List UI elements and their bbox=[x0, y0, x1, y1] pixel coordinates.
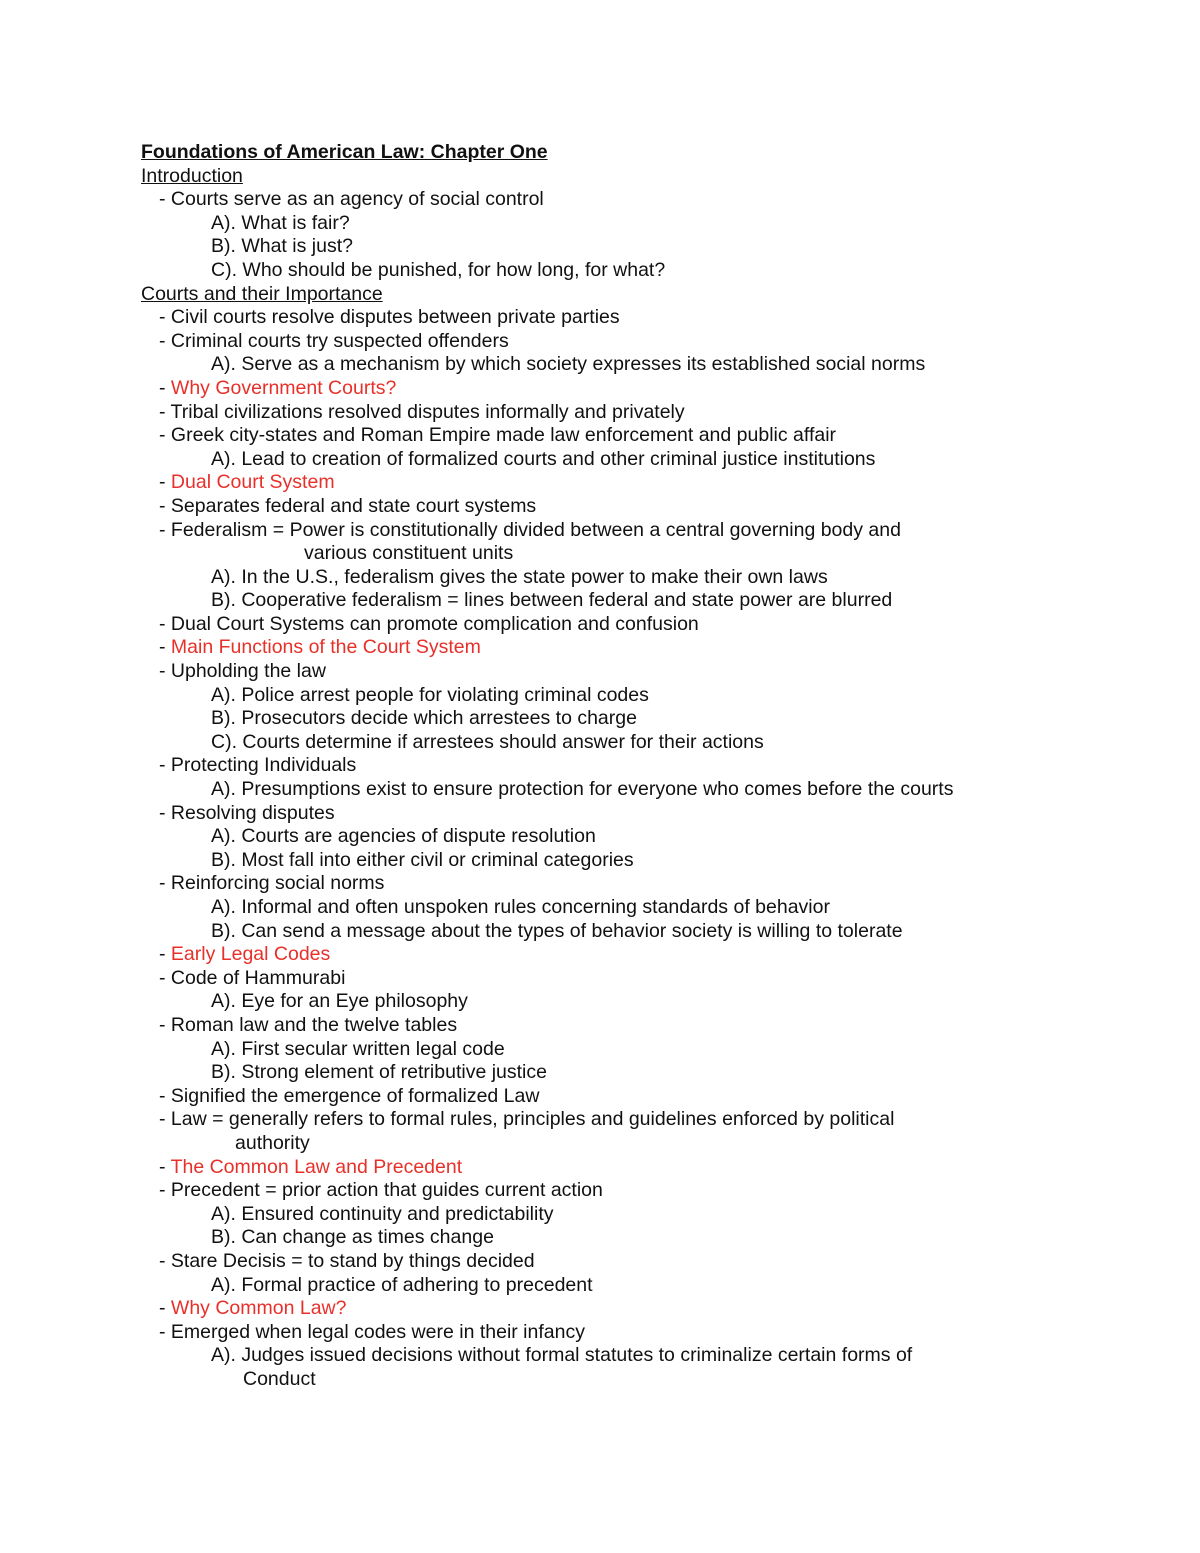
bullet-item: - Protecting Individuals bbox=[159, 754, 357, 777]
sub-item: A). Presumptions exist to ensure protection for everyone who comes before the courts bbox=[211, 778, 954, 801]
sub-item: A). What is fair? bbox=[211, 211, 350, 234]
sub-item: A). First secular written legal code bbox=[211, 1037, 505, 1060]
sub-item: A). Police arrest people for violating criminal codes bbox=[211, 683, 649, 706]
bullet-item: - Greek city-states and Roman Empire made law enforcement and public affair bbox=[159, 424, 837, 447]
bullet-item: - Code of Hammurabi bbox=[159, 966, 346, 989]
sub-item: B). Can send a message about the types of behavior society is willing to tolerate bbox=[211, 919, 903, 942]
sub-item: B). What is just? bbox=[211, 235, 353, 258]
bullet-item: - Tribal civilizations resolved disputes informally and privately bbox=[159, 400, 685, 423]
document-body bbox=[141, 165, 1101, 1392]
bullet-item: - Civil courts resolve disputes between private parties bbox=[159, 306, 620, 329]
bullet-item: - Separates federal and state court systems bbox=[159, 494, 537, 517]
bullet-dash: - bbox=[159, 376, 171, 399]
bullet-item: - Stare Decisis = to stand by things decided bbox=[159, 1249, 535, 1272]
topic-heading-text: Why Government Courts? bbox=[170, 376, 397, 399]
sub-item: C). Courts determine if arrestees should answer for their actions bbox=[211, 730, 764, 753]
bullet-dash: - bbox=[159, 636, 171, 659]
topic-heading-text: Early Legal Codes bbox=[170, 943, 331, 966]
section-heading: Introduction bbox=[141, 164, 243, 187]
bullet-item: - Precedent = prior action that guides current action bbox=[159, 1179, 603, 1202]
sub-item: A). Eye for an Eye philosophy bbox=[211, 990, 468, 1013]
topic-heading-text: Dual Court System bbox=[170, 471, 335, 494]
topic-heading bbox=[141, 1156, 1101, 1180]
sub-item-continuation: Conduct bbox=[243, 1367, 316, 1390]
bullet-item: - Criminal courts try suspected offenders bbox=[159, 329, 509, 352]
topic-heading bbox=[141, 377, 1101, 401]
bullet-item: - Reinforcing social norms bbox=[159, 872, 385, 895]
sub-item: B). Cooperative federalism = lines between federal and state power are blurred bbox=[211, 589, 893, 612]
bullet-item: - Courts serve as an agency of social control bbox=[159, 188, 544, 211]
sub-item: A). Serve as a mechanism by which society expresses its established social norms bbox=[211, 353, 926, 376]
sub-item: C). Who should be punished, for how long, for what? bbox=[211, 258, 666, 281]
topic-heading bbox=[141, 943, 1101, 967]
bullet-item: - Signified the emergence of formalized Law bbox=[159, 1084, 540, 1107]
topic-heading-text: Main Functions of the Court System bbox=[170, 636, 481, 659]
sub-item: B). Prosecutors decide which arrestees to charge bbox=[211, 707, 637, 730]
bullet-continuation: authority bbox=[235, 1131, 310, 1154]
bullet-item: - Dual Court Systems can promote complication and confusion bbox=[159, 612, 699, 635]
sub-item: A). Courts are agencies of dispute resolution bbox=[211, 825, 596, 848]
sub-item: A). In the U.S., federalism gives the state power to make their own laws bbox=[211, 565, 828, 588]
document-page bbox=[141, 141, 1101, 1391]
bullet-item: - Emerged when legal codes were in their infancy bbox=[159, 1320, 585, 1343]
document-title: Foundations of American Law: Chapter One bbox=[141, 141, 548, 163]
section-heading: Courts and their Importance bbox=[141, 282, 383, 305]
bullet-item: - Law = generally refers to formal rules, principles and guidelines enforced by political bbox=[159, 1108, 895, 1131]
topic-heading-text: Why Common Law? bbox=[170, 1297, 347, 1320]
bullet-item: - Upholding the law bbox=[159, 660, 326, 683]
sub-item: A). Judges issued decisions without formal statutes to criminalize certain forms of bbox=[211, 1344, 913, 1367]
topic-heading bbox=[141, 636, 1101, 660]
sub-item: A). Lead to creation of formalized courts and other criminal justice institutions bbox=[211, 447, 876, 470]
topic-heading-text: The Common Law and Precedent bbox=[170, 1155, 463, 1178]
sub-item: B). Strong element of retributive justice bbox=[211, 1061, 547, 1084]
bullet-item: - Federalism = Power is constitutionally divided between a central governing body and bbox=[159, 518, 901, 541]
topic-heading bbox=[141, 471, 1101, 495]
topic-heading bbox=[141, 1297, 1101, 1321]
sub-item: A). Ensured continuity and predictability bbox=[211, 1202, 554, 1225]
bullet-dash: - bbox=[159, 471, 171, 494]
bullet-item: - Resolving disputes bbox=[159, 801, 335, 824]
bullet-continuation: various constituent units bbox=[304, 542, 514, 565]
bullet-dash: - bbox=[159, 1155, 171, 1178]
sub-item: A). Formal practice of adhering to precedent bbox=[211, 1273, 593, 1296]
sub-item: B). Can change as times change bbox=[211, 1226, 494, 1249]
bullet-item: - Roman law and the twelve tables bbox=[159, 1013, 458, 1036]
sub-item: A). Informal and often unspoken rules concerning standards of behavior bbox=[211, 896, 830, 918]
bullet-dash: - bbox=[159, 943, 171, 966]
bullet-dash: - bbox=[159, 1297, 171, 1320]
sub-item: B). Most fall into either civil or criminal categories bbox=[211, 848, 634, 871]
